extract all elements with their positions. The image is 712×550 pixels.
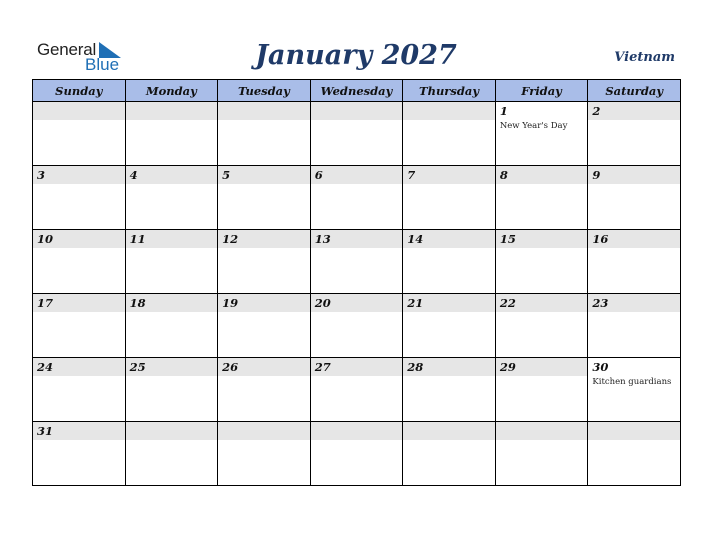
day-cell[interactable] <box>495 422 588 486</box>
day-number: 22 <box>496 294 588 312</box>
day-number: 31 <box>33 422 125 440</box>
day-number: 11 <box>126 230 218 248</box>
day-number: 16 <box>588 230 680 248</box>
day-cell[interactable] <box>403 422 496 486</box>
week-row <box>33 102 681 166</box>
day-cell[interactable] <box>495 166 588 230</box>
weekday-header: Tuesday <box>218 80 311 102</box>
day-cell[interactable] <box>125 294 218 358</box>
country-label: Vietnam <box>614 50 675 65</box>
day-number: 30 <box>588 358 680 376</box>
day-number <box>311 102 403 120</box>
day-cell[interactable] <box>33 166 126 230</box>
week-row <box>33 358 681 422</box>
day-number: 13 <box>311 230 403 248</box>
day-number: 28 <box>403 358 495 376</box>
weekday-header: Friday <box>495 80 588 102</box>
week-row <box>33 230 681 294</box>
holiday-label: New Year's Day <box>499 121 568 131</box>
holiday-label: Kitchen guardians <box>592 377 672 387</box>
day-number <box>126 102 218 120</box>
day-cell[interactable] <box>125 230 218 294</box>
day-cell[interactable] <box>310 422 403 486</box>
day-cell[interactable] <box>403 294 496 358</box>
day-cell[interactable] <box>495 102 588 166</box>
day-cell[interactable] <box>588 422 681 486</box>
logo-word-blue: Blue <box>85 55 120 74</box>
day-cell[interactable] <box>588 166 681 230</box>
weekday-header: Sunday <box>33 80 126 102</box>
day-cell[interactable] <box>218 294 311 358</box>
day-cell[interactable] <box>495 294 588 358</box>
day-cell[interactable] <box>403 102 496 166</box>
day-cell[interactable] <box>125 422 218 486</box>
day-number: 26 <box>218 358 310 376</box>
day-number <box>496 422 588 440</box>
logo-word-general: General <box>37 40 97 59</box>
day-cell[interactable] <box>588 230 681 294</box>
day-number: 10 <box>33 230 125 248</box>
day-number <box>218 422 310 440</box>
day-number: 17 <box>33 294 125 312</box>
day-number: 18 <box>126 294 218 312</box>
day-number: 20 <box>311 294 403 312</box>
weekday-header: Saturday <box>588 80 681 102</box>
day-number <box>218 102 310 120</box>
day-cell[interactable] <box>125 102 218 166</box>
day-cell[interactable] <box>218 102 311 166</box>
day-cell[interactable] <box>310 230 403 294</box>
day-number <box>311 422 403 440</box>
day-cell[interactable] <box>495 230 588 294</box>
week-row <box>33 422 681 486</box>
day-cell[interactable] <box>310 102 403 166</box>
day-cell[interactable] <box>495 358 588 422</box>
day-number: 21 <box>403 294 495 312</box>
day-number: 7 <box>403 166 495 184</box>
day-number: 19 <box>218 294 310 312</box>
day-cell[interactable] <box>33 230 126 294</box>
day-cell[interactable] <box>218 358 311 422</box>
day-cell[interactable] <box>403 230 496 294</box>
day-cell[interactable] <box>33 294 126 358</box>
day-number: 24 <box>33 358 125 376</box>
calendar-title: January 2027 <box>255 40 457 71</box>
day-number <box>588 422 680 440</box>
week-row <box>33 294 681 358</box>
day-cell[interactable] <box>588 294 681 358</box>
day-number: 8 <box>496 166 588 184</box>
day-number: 27 <box>311 358 403 376</box>
day-cell[interactable] <box>403 358 496 422</box>
day-number <box>403 102 495 120</box>
day-cell[interactable] <box>588 102 681 166</box>
day-number: 6 <box>311 166 403 184</box>
calendar-grid <box>32 79 681 486</box>
day-cell[interactable] <box>33 422 126 486</box>
day-cell[interactable] <box>310 358 403 422</box>
day-cell[interactable] <box>310 294 403 358</box>
day-number: 1 <box>496 102 588 120</box>
day-cell[interactable] <box>218 230 311 294</box>
day-number: 4 <box>126 166 218 184</box>
day-cell[interactable] <box>33 358 126 422</box>
day-number: 2 <box>588 102 680 120</box>
day-cell[interactable] <box>588 358 681 422</box>
day-number: 9 <box>588 166 680 184</box>
week-row <box>33 166 681 230</box>
day-number <box>126 422 218 440</box>
weekday-header: Wednesday <box>310 80 403 102</box>
weekday-header-row <box>33 80 681 102</box>
day-number: 23 <box>588 294 680 312</box>
day-cell[interactable] <box>310 166 403 230</box>
day-number <box>403 422 495 440</box>
day-number: 14 <box>403 230 495 248</box>
weekday-header: Thursday <box>403 80 496 102</box>
day-number <box>33 102 125 120</box>
day-number: 29 <box>496 358 588 376</box>
day-cell[interactable] <box>218 166 311 230</box>
day-number: 5 <box>218 166 310 184</box>
day-number: 3 <box>33 166 125 184</box>
day-cell[interactable] <box>403 166 496 230</box>
day-cell[interactable] <box>125 358 218 422</box>
day-cell[interactable] <box>218 422 311 486</box>
day-number: 25 <box>126 358 218 376</box>
day-cell[interactable] <box>125 166 218 230</box>
day-number: 12 <box>218 230 310 248</box>
weekday-header: Monday <box>125 80 218 102</box>
day-cell[interactable] <box>33 102 126 166</box>
day-number: 15 <box>496 230 588 248</box>
